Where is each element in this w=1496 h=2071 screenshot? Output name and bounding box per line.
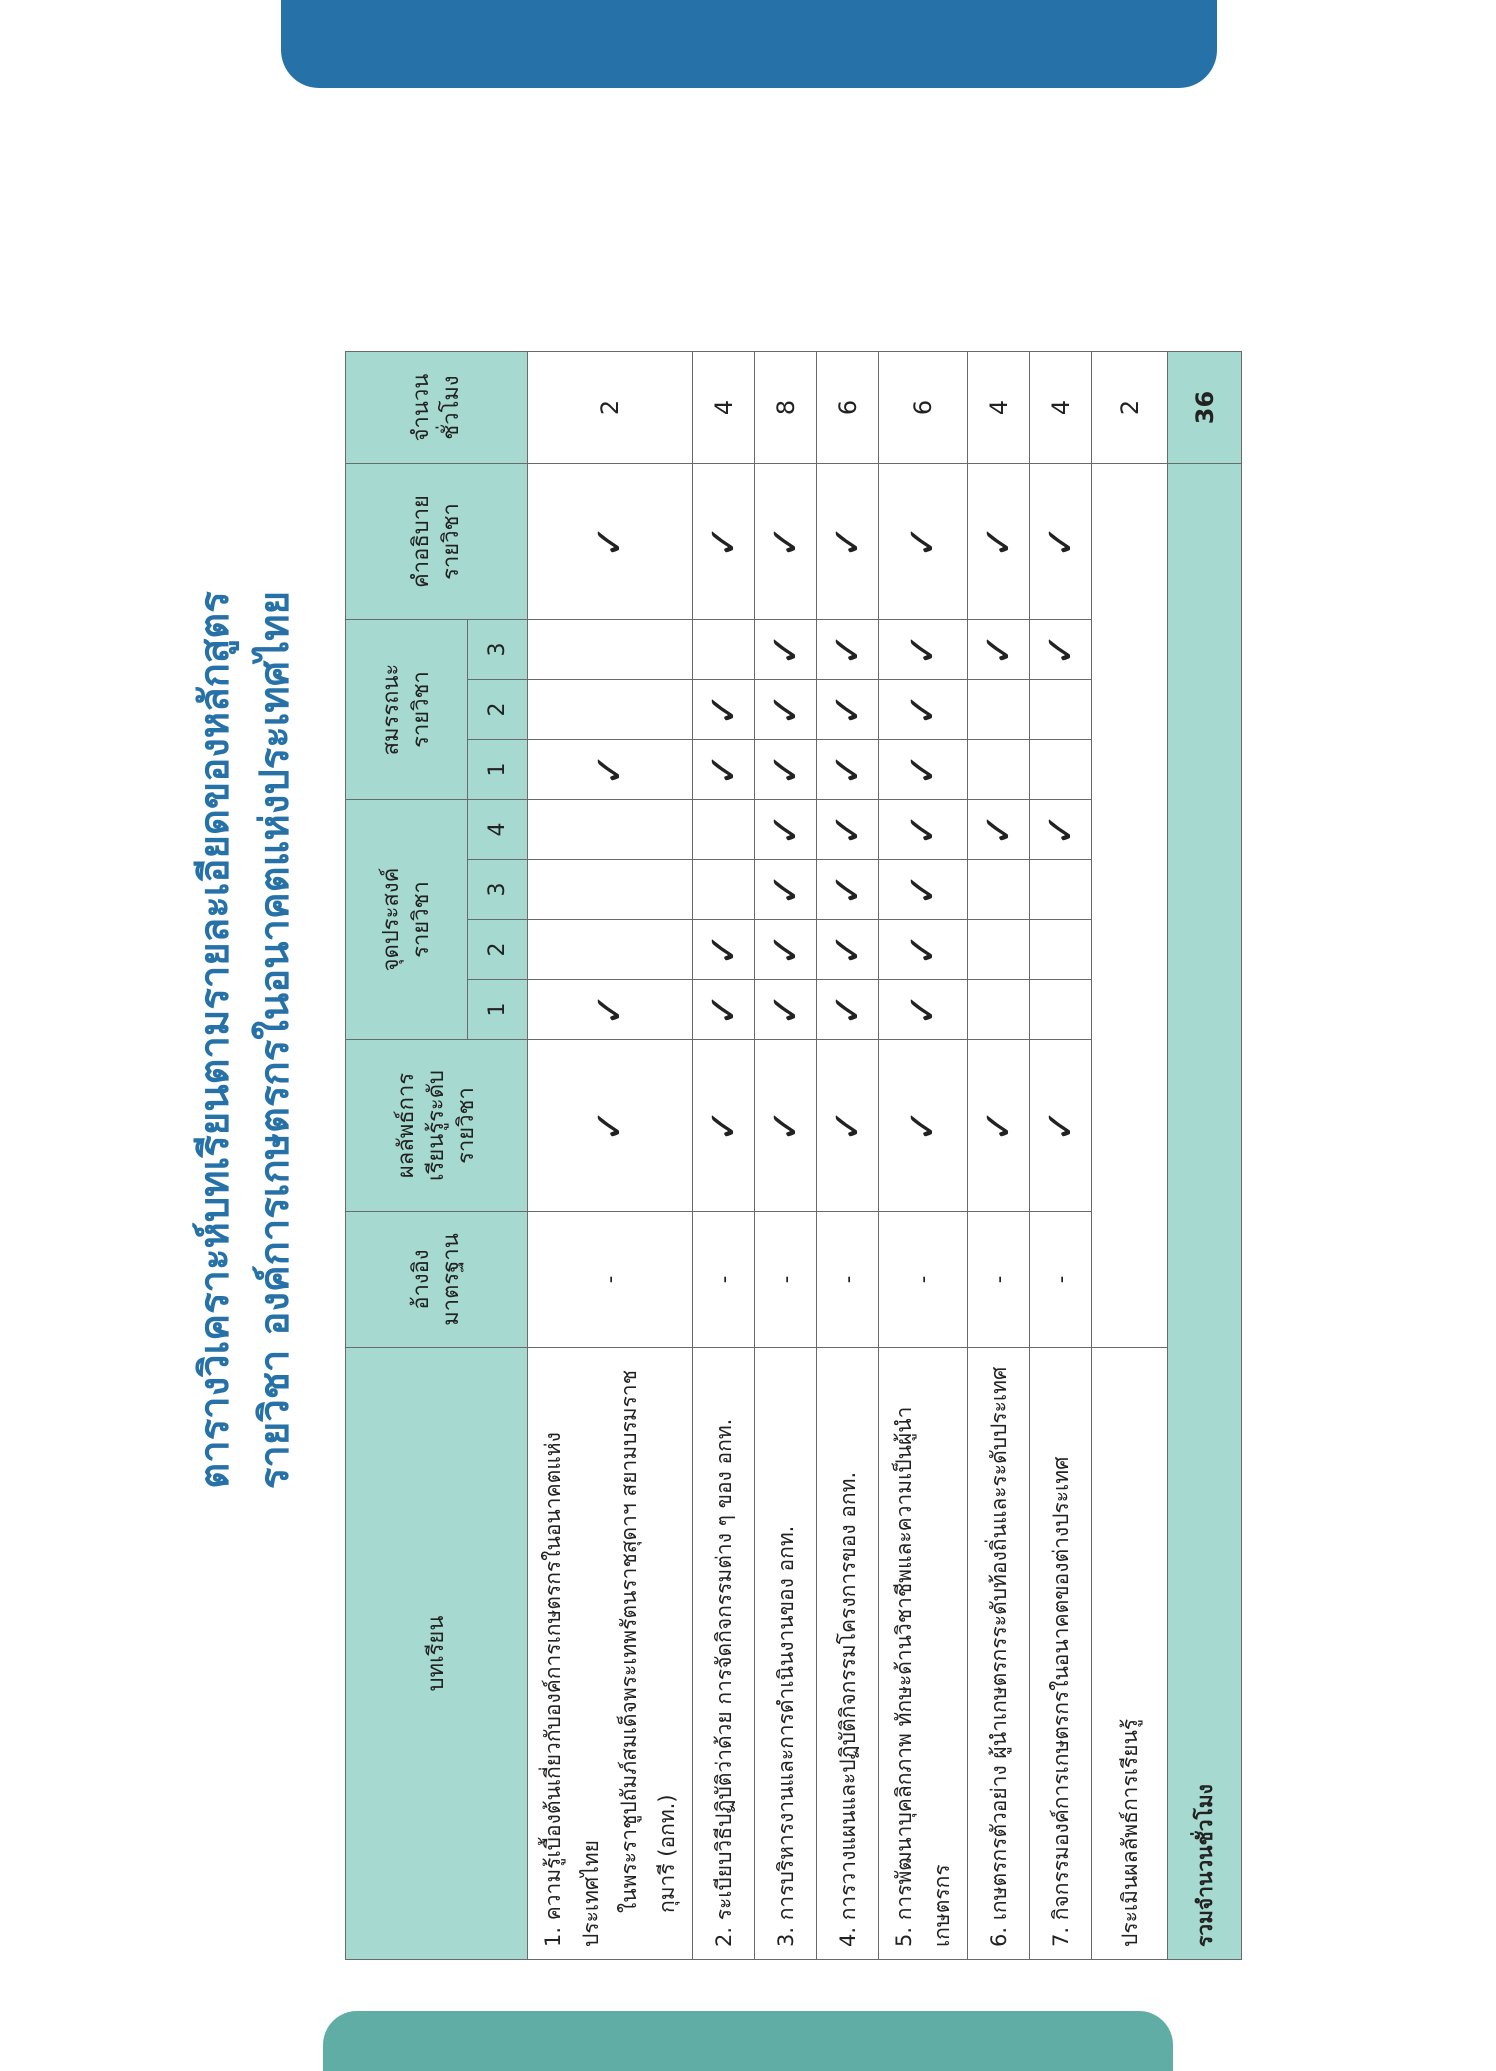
check-mark-icon: ✓	[762, 632, 809, 667]
check-mark-icon: ✓	[762, 692, 809, 727]
objective-4-cell	[879, 800, 968, 860]
check-mark-icon: ✓	[900, 992, 946, 1027]
competency-1-cell	[879, 740, 968, 800]
standard-cell: -	[817, 1212, 879, 1348]
check-mark-icon: ✓	[1037, 1108, 1084, 1143]
competency-1-cell	[755, 740, 817, 800]
assessment-empty-1	[1092, 1212, 1168, 1348]
check-mark-icon: ✓	[975, 632, 1022, 667]
check-mark-icon: ✓	[700, 752, 747, 787]
competency-2-cell	[528, 680, 693, 740]
lesson-title-line1: 3. การบริหารงานและการดำเนินงานของ อกท.	[773, 1525, 798, 1947]
competency-3-cell	[879, 620, 968, 680]
lesson-row	[693, 352, 755, 1960]
check-mark-icon: ✓	[587, 1108, 633, 1143]
curriculum-analysis-table	[345, 351, 1242, 1960]
header-outcome-line3: รายวิชา	[453, 1087, 479, 1164]
objective-1-cell	[755, 980, 817, 1040]
check-mark-icon: ✓	[762, 752, 809, 787]
assessment-hours: 2	[1092, 352, 1168, 464]
standard-cell: -	[1030, 1212, 1092, 1348]
total-label: รวมจำนวนชั่วโมง	[1168, 464, 1242, 1960]
objective-3-cell	[817, 860, 879, 920]
competency-2-cell	[879, 680, 968, 740]
competency-3-cell	[1030, 620, 1092, 680]
lesson-title-line1: 2. ระเบียบวิธีปฏิบัติว่าด้วย การจัดกิจกรรมต่าง ๆ ของ อกท.	[711, 1418, 736, 1947]
check-mark-icon: ✓	[762, 932, 809, 967]
objective-2-cell	[693, 920, 755, 980]
description-cell	[879, 464, 968, 620]
check-mark-icon: ✓	[762, 992, 809, 1027]
check-mark-icon: ✓	[824, 692, 871, 727]
header-description-line1: คำอธิบาย	[408, 495, 434, 588]
description-cell	[1030, 464, 1092, 620]
check-mark-icon: ✓	[700, 932, 747, 967]
lesson-title-line1: 6. เกษตรกรตัวอย่าง ผู้นำเกษตรกรระดับท้องถิ่นและระดับประเทศ	[986, 1366, 1011, 1947]
lesson-title-line1: 1. ความรู้เบื้องต้นเกี่ยวกับองค์การเกษตรกรในอนาคตแห่งประเทศไทย	[541, 1432, 603, 1947]
objective-3-cell	[879, 860, 968, 920]
outcome-cell	[968, 1040, 1030, 1212]
bottom-footer-tab	[323, 2011, 1173, 2071]
header-standard-line1: อ้างอิง	[408, 1249, 434, 1310]
check-mark-icon: ✓	[824, 1108, 871, 1143]
competency-2-cell	[817, 680, 879, 740]
check-mark-icon: ✓	[700, 992, 747, 1027]
competency-1-cell	[1030, 740, 1092, 800]
check-mark-icon: ✓	[975, 812, 1022, 847]
lesson-title	[879, 1348, 968, 1960]
check-mark-icon: ✓	[700, 524, 747, 559]
objective-3-cell	[693, 860, 755, 920]
header-competency-1: 1	[468, 740, 528, 800]
header-hours	[346, 352, 528, 464]
objective-1-cell	[528, 980, 693, 1040]
header-hours-line1: จำนวน	[408, 373, 434, 442]
lesson-title-line2: ในพระราชูปถัมภ์สมเด็จพระเทพรัตนราชสุดาฯ สยามบรมราชกุมารี (อกท.)	[617, 1370, 679, 1913]
objective-4-cell	[755, 800, 817, 860]
lesson-row	[1030, 352, 1092, 1960]
objective-1-cell	[968, 980, 1030, 1040]
assessment-row	[1092, 352, 1168, 1960]
check-mark-icon: ✓	[587, 524, 633, 559]
header-competency-2: 2	[468, 680, 528, 740]
header-hours-line2: ชั่วโมง	[438, 375, 464, 440]
header-standard	[346, 1212, 528, 1348]
assessment-empty-2	[1092, 1040, 1168, 1212]
rotated-page-content	[185, 120, 1219, 1960]
outcome-cell	[817, 1040, 879, 1212]
check-mark-icon: ✓	[762, 872, 809, 907]
check-mark-icon: ✓	[824, 872, 871, 907]
lesson-row	[879, 352, 968, 1960]
check-mark-icon: ✓	[900, 524, 946, 559]
lesson-title-line1: 4. การวางแผนและปฏิบัติกิจกรรมโครงการของ อกท.	[835, 1471, 860, 1947]
competency-2-cell	[755, 680, 817, 740]
check-mark-icon: ✓	[824, 932, 871, 967]
curriculum-analysis-table-wrap	[345, 351, 1242, 1960]
check-mark-icon: ✓	[762, 1108, 809, 1143]
check-mark-icon: ✓	[900, 1108, 946, 1143]
table-body	[528, 352, 1242, 1960]
objective-2-cell	[528, 920, 693, 980]
hours-cell: 6	[879, 352, 968, 464]
assessment-empty-4	[1092, 620, 1168, 800]
objective-1-cell	[693, 980, 755, 1040]
header-description	[346, 464, 528, 620]
title-line-2: รายวิชา องค์การเกษตรกรในอนาคตแห่งประเทศไทย	[252, 590, 298, 1490]
check-mark-icon: ✓	[975, 524, 1022, 559]
header-outcome-line2: เรียนรู้ระดับ	[423, 1070, 449, 1181]
top-header-tab	[281, 0, 1217, 88]
check-mark-icon: ✓	[975, 1108, 1022, 1143]
competency-3-cell	[817, 620, 879, 680]
check-mark-icon: ✓	[587, 752, 633, 787]
hours-cell: 4	[1030, 352, 1092, 464]
lesson-title	[693, 1348, 755, 1960]
hours-cell: 4	[693, 352, 755, 464]
check-mark-icon: ✓	[700, 1108, 747, 1143]
header-competencies-line1: สมรรถนะ	[378, 663, 404, 756]
description-cell	[968, 464, 1030, 620]
check-mark-icon: ✓	[762, 812, 809, 847]
total-hours: 36	[1168, 352, 1242, 464]
page-title	[185, 120, 305, 1960]
header-standard-line2: มาตรฐาน	[438, 1233, 464, 1326]
header-objectives	[346, 800, 468, 1040]
header-outcome	[346, 1040, 528, 1212]
objective-1-cell	[817, 980, 879, 1040]
objective-2-cell	[817, 920, 879, 980]
check-mark-icon: ✓	[1037, 812, 1084, 847]
check-mark-icon: ✓	[824, 992, 871, 1027]
assessment-label: ประเมินผลลัพธ์การเรียนรู้	[1092, 1348, 1168, 1960]
objective-2-cell	[879, 920, 968, 980]
check-mark-icon: ✓	[824, 524, 871, 559]
standard-cell: -	[968, 1212, 1030, 1348]
lesson-title-line1: 5. การพัฒนาบุคลิกภาพ ทักษะด้านวิชาชีพและความเป็นผู้นำเกษตรกร	[892, 1406, 954, 1947]
hours-cell: 6	[817, 352, 879, 464]
competency-2-cell	[968, 680, 1030, 740]
description-cell	[693, 464, 755, 620]
header-competencies	[346, 620, 468, 800]
standard-cell: -	[879, 1212, 968, 1348]
lesson-row	[817, 352, 879, 1960]
competency-1-cell	[528, 740, 693, 800]
check-mark-icon: ✓	[1037, 632, 1084, 667]
header-description-line2: รายวิชา	[438, 503, 464, 580]
lesson-title	[968, 1348, 1030, 1960]
objective-3-cell	[755, 860, 817, 920]
total-row	[1168, 352, 1242, 1960]
outcome-cell	[879, 1040, 968, 1212]
check-mark-icon: ✓	[900, 932, 946, 967]
header-objective-2: 2	[468, 920, 528, 980]
competency-2-cell	[693, 680, 755, 740]
header-objective-4: 4	[468, 800, 528, 860]
check-mark-icon: ✓	[900, 812, 946, 847]
check-mark-icon: ✓	[1037, 524, 1084, 559]
standard-cell: -	[528, 1212, 693, 1348]
header-competencies-line2: รายวิชา	[408, 671, 434, 748]
lesson-row	[968, 352, 1030, 1960]
check-mark-icon: ✓	[900, 872, 946, 907]
check-mark-icon: ✓	[762, 524, 809, 559]
lesson-row	[528, 352, 693, 1960]
objective-3-cell	[1030, 860, 1092, 920]
check-mark-icon: ✓	[824, 812, 871, 847]
competency-3-cell	[528, 620, 693, 680]
objective-2-cell	[968, 920, 1030, 980]
lesson-title	[817, 1348, 879, 1960]
lesson-title	[1030, 1348, 1092, 1960]
competency-1-cell	[817, 740, 879, 800]
check-mark-icon: ✓	[587, 992, 633, 1027]
description-cell	[817, 464, 879, 620]
outcome-cell	[693, 1040, 755, 1212]
standard-cell: -	[693, 1212, 755, 1348]
check-mark-icon: ✓	[700, 692, 747, 727]
competency-2-cell	[1030, 680, 1092, 740]
competency-3-cell	[693, 620, 755, 680]
hours-cell: 2	[528, 352, 693, 464]
objective-4-cell	[968, 800, 1030, 860]
objective-4-cell	[693, 800, 755, 860]
header-outcome-line1: ผลลัพธ์การ	[393, 1072, 419, 1179]
outcome-cell	[1030, 1040, 1092, 1212]
assessment-empty-5	[1092, 464, 1168, 620]
objective-4-cell	[1030, 800, 1092, 860]
description-cell	[528, 464, 693, 620]
header-objective-3: 3	[468, 860, 528, 920]
competency-1-cell	[968, 740, 1030, 800]
objective-2-cell	[755, 920, 817, 980]
check-mark-icon: ✓	[824, 632, 871, 667]
objective-1-cell	[879, 980, 968, 1040]
check-mark-icon: ✓	[900, 752, 946, 787]
outcome-cell	[528, 1040, 693, 1212]
objective-4-cell	[817, 800, 879, 860]
objective-1-cell	[1030, 980, 1092, 1040]
lesson-title	[528, 1348, 693, 1960]
hours-cell: 8	[755, 352, 817, 464]
objective-2-cell	[1030, 920, 1092, 980]
objective-4-cell	[528, 800, 693, 860]
header-objective-1: 1	[468, 980, 528, 1040]
header-competency-3: 3	[468, 620, 528, 680]
title-line-1: ตารางวิเคราะห์บทเรียนตามรายละเอียดของหลักสูตร	[192, 591, 238, 1489]
outcome-cell	[755, 1040, 817, 1212]
competency-3-cell	[755, 620, 817, 680]
objective-3-cell	[528, 860, 693, 920]
header-lesson: บทเรียน	[346, 1348, 528, 1960]
hours-cell: 4	[968, 352, 1030, 464]
lesson-title-line1: 7. กิจกรรมองค์การเกษตรกรในอนาคตของต่างประเทศ	[1048, 1456, 1073, 1947]
check-mark-icon: ✓	[900, 692, 946, 727]
header-objectives-line2: รายวิชา	[408, 881, 434, 958]
check-mark-icon: ✓	[900, 632, 946, 667]
check-mark-icon: ✓	[824, 752, 871, 787]
standard-cell: -	[755, 1212, 817, 1348]
header-objectives-line1: จุดประสงค์	[378, 867, 404, 972]
competency-3-cell	[968, 620, 1030, 680]
objective-3-cell	[968, 860, 1030, 920]
lesson-title	[755, 1348, 817, 1960]
lesson-row	[755, 352, 817, 1960]
competency-1-cell	[693, 740, 755, 800]
description-cell	[755, 464, 817, 620]
assessment-empty-3	[1092, 800, 1168, 1040]
